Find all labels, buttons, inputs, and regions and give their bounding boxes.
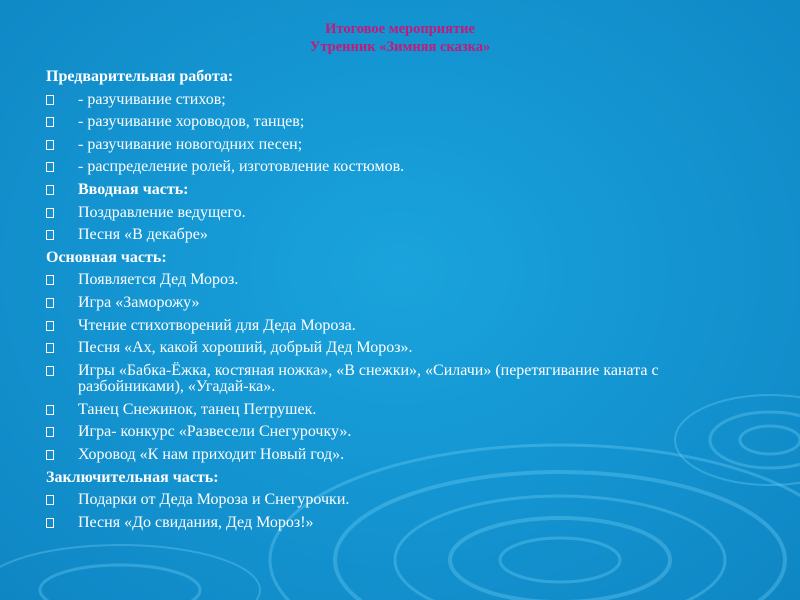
list-item: Игра «Заморожу» [46, 292, 766, 315]
hollow-square-bullet-icon [46, 298, 54, 308]
hollow-square-bullet-icon [46, 140, 54, 150]
hollow-square-bullet-icon [46, 321, 54, 331]
hollow-square-bullet-icon [46, 275, 54, 285]
list-item: - распределение ролей, изготовление костюмов. [46, 156, 766, 179]
hollow-square-bullet-icon [46, 162, 54, 172]
section-heading-final: Заключительная часть: [46, 468, 219, 486]
title-line-1: Итоговое мероприятие [325, 21, 475, 37]
list-item: - разучивание стихов; [46, 89, 766, 112]
hollow-square-bullet-icon [46, 518, 54, 528]
title-line-2: Утренник «Зимняя сказка» [309, 39, 491, 55]
list-item: Игры «Бабка-Ёжка, костяная ножка», «В снежки», «Силачи» (перетягивание каната с разбойниками), «Угадай-ка». [46, 360, 766, 399]
hollow-square-bullet-icon [46, 450, 54, 460]
hollow-square-bullet-icon [46, 427, 54, 437]
hollow-square-bullet-icon [46, 185, 54, 195]
list-item: Появляется Дед Мороз. [46, 269, 766, 292]
hollow-square-bullet-icon [46, 343, 54, 353]
hollow-square-bullet-icon [46, 95, 54, 105]
list-item: Поздравление ведущего. [46, 202, 766, 225]
list-item: - разучивание хороводов, танцев; [46, 111, 766, 134]
hollow-square-bullet-icon [46, 405, 54, 415]
event-plan-list [46, 66, 766, 534]
list-item: Песня «В декабре» [46, 224, 766, 247]
section-heading-intro: Вводная часть: [46, 179, 766, 202]
slide-title [0, 20, 800, 56]
section-heading-preparatory: Предварительная работа: [46, 68, 234, 85]
list-item: Танец Снежинок, танец Петрушек. [46, 399, 766, 422]
list-item: - разучивание новогодних песен; [46, 134, 766, 157]
section-heading-main: Основная часть: [46, 248, 167, 266]
hollow-square-bullet-icon [46, 117, 54, 127]
list-item: Песня «Ах, какой хороший, добрый Дед Мороз». [46, 337, 766, 360]
hollow-square-bullet-icon [46, 230, 54, 240]
list-item: Песня «До свидания, Дед Мороз!» [46, 512, 766, 535]
list-item: Подарки от Деда Мороза и Снегурочки. [46, 489, 766, 512]
list-item: Хоровод «К нам приходит Новый год». [46, 444, 766, 467]
hollow-square-bullet-icon [46, 495, 54, 505]
hollow-square-bullet-icon [46, 208, 54, 218]
list-item: Игра- конкурс «Развесели Снегурочку». [46, 421, 766, 444]
hollow-square-bullet-icon [46, 366, 54, 376]
list-item: Чтение стихотворений для Деда Мороза. [46, 315, 766, 338]
